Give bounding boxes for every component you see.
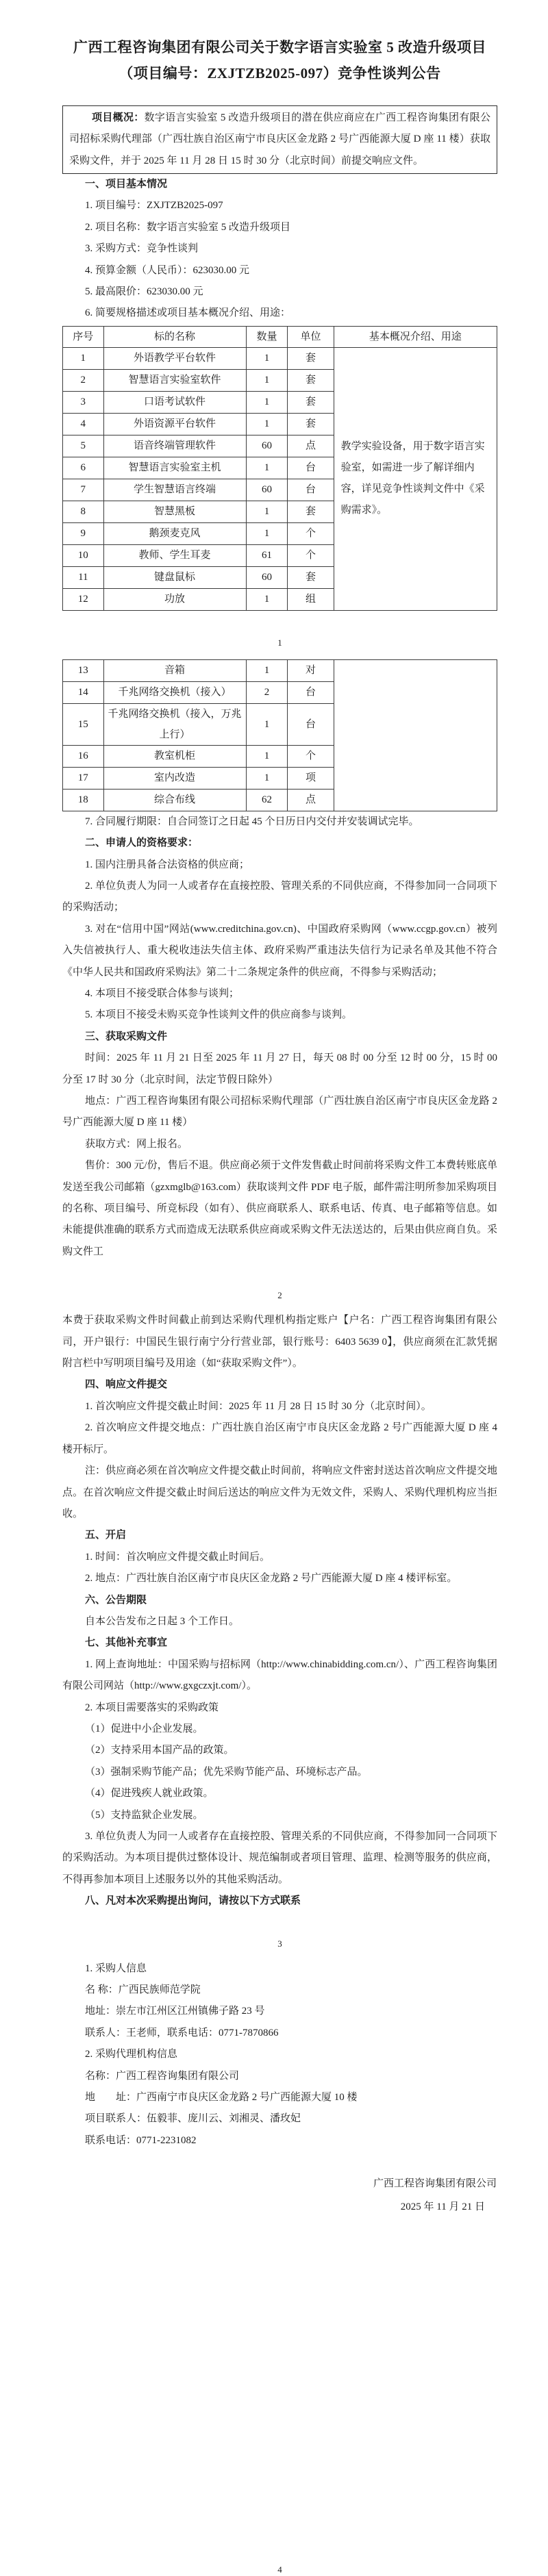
table-cell: 个: [288, 544, 334, 566]
paragraph: 2. 单位负责人为同一人或者存在直接控股、管理关系的不同供应商，不得参加同一合同项下的采购活动；: [62, 880, 497, 913]
section-heading: 一、项目基本情况: [85, 178, 168, 190]
page-number: 2: [277, 1290, 282, 1301]
table-cell: 5: [63, 435, 104, 457]
table-cell: 2: [246, 681, 288, 703]
table-cell: 智慧语言实验室主机: [103, 457, 246, 479]
table-cell: 套: [288, 413, 334, 435]
table-cell: 口语考试软件: [103, 391, 246, 413]
items-table: [62, 326, 497, 611]
paragraph: 注：供应商必须在首次响应文件提交截止时间前，将响应文件密封送达首次响应文件提交地点。在首次响应文件提交截止时间后送达的响应文件为无效文件，采购人、采购代理机构应当拒收。: [62, 1465, 497, 1519]
table-note-cell: [334, 659, 497, 811]
table-cell: 套: [288, 347, 334, 369]
table-cell: 1: [246, 391, 288, 413]
table-cell: 点: [288, 435, 334, 457]
table-cell: 教室机柜: [103, 745, 246, 767]
paragraph: 联系人：王老师，联系电话：0771-7870866: [85, 2027, 279, 2038]
table-cell: 项: [288, 767, 334, 789]
section-heading: 七、其他补充事宜: [85, 1637, 168, 1649]
paragraph: 获取方式：网上报名。: [85, 1138, 188, 1150]
paragraph: 2. 本项目需要落实的采购政策: [85, 1702, 219, 1713]
table-cell: 15: [63, 703, 104, 745]
table-cell: 10: [63, 544, 104, 566]
table-cell: 外语教学平台软件: [103, 347, 246, 369]
section-heading: 五、开启: [85, 1530, 127, 1541]
table-cell: 教师、学生耳麦: [103, 544, 246, 566]
paragraph: 地点：广西工程咨询集团有限公司招标采购代理部（广西壮族自治区南宁市良庆区金龙路 2 号广西能源大厦 D 座 11 楼）: [62, 1096, 497, 1128]
paragraph: 1. 项目编号：ZXJTZB2025-097: [85, 200, 223, 212]
table-cell: 1: [246, 522, 288, 544]
table-cell: 6: [63, 457, 104, 479]
page-content: [0, 34, 548, 2575]
signature-company: 广西工程咨询集团有限公司: [373, 2178, 497, 2190]
paragraph: 3. 单位负责人为同一人或者存在直接控股、管理关系的不同供应商，不得参加同一合同项下的采购活动。为本项目提供过整体设计、规范编制或者项目管理、监理、检测等服务的供应商，不得再参加本项目上述服务以外的其他采购活动。: [62, 1831, 497, 1885]
table-cell: 1: [246, 457, 288, 479]
paragraph: 1. 首次响应文件提交截止时间：2025 年 11 月 28 日 15 时 30 分（北京时间）。: [85, 1400, 432, 1412]
table-cell: 台: [288, 479, 334, 501]
table-cell: 鹅颈麦克风: [103, 522, 246, 544]
table-cell: 学生智慧语言终端: [103, 479, 246, 501]
table-row: [63, 659, 497, 681]
table-cell: 62: [246, 789, 288, 811]
table-cell: 60: [246, 479, 288, 501]
table-cell: 千兆网络交换机（接入）: [103, 681, 246, 703]
table-cell: 语音终端管理软件: [103, 435, 246, 457]
paragraph: 时间：2025 年 11 月 21 日至 2025 年 11 月 27 日，每天 08 时 00 分至 12 时 00 分，15 时 00 分至 17 时 30 分（北京时间，法定节假日除外）: [62, 1052, 497, 1085]
table-cell: 1: [246, 745, 288, 767]
paragraph: 4. 预算金额（人民币）：623030.00 元: [85, 264, 250, 276]
page-number: 1: [277, 637, 282, 648]
table-cell: 61: [246, 544, 288, 566]
paragraph: 联系电话：0771-2231082: [85, 2134, 197, 2146]
table-cell: 台: [288, 681, 334, 703]
page-number: 4: [277, 2564, 282, 2575]
table-cell: 综合布线: [103, 789, 246, 811]
paragraph: 自本公告发布之日起 3 个工作日。: [85, 1615, 240, 1627]
table-cell: 功放: [103, 588, 246, 610]
items-table-continued: [62, 659, 497, 811]
paragraph: 5. 本项目不接受未购买竞争性谈判文件的供应商参与谈判。: [85, 1009, 353, 1021]
paragraph: 地址：崇左市江州区江州镇佛子路 23 号: [85, 2006, 265, 2017]
signature-date: 2025 年 11 月 21 日: [400, 2201, 485, 2213]
table-cell: 7: [63, 479, 104, 501]
paragraph: 1. 网上查询地址：中国采购与招标网（http://www.chinabidding.com.cn/）、广西工程咨询集团有限公司网站（http://www.gxgczxjt.com/）。: [62, 1658, 497, 1692]
table-cell: 外语资源平台软件: [103, 413, 246, 435]
table-cell: 8: [63, 501, 104, 522]
table-header-cell: 单位: [288, 326, 334, 347]
section-heading: 二、申请人的资格要求：: [85, 837, 199, 849]
table-header-cell: 标的名称: [103, 326, 246, 347]
section-heading: 八、凡对本次采购提出询问，请按以下方式联系: [85, 1895, 301, 1907]
project-overview-box: [62, 105, 497, 174]
table-header-cell: 序号: [63, 326, 104, 347]
table-cell: 1: [63, 347, 104, 369]
paragraph: （2）支持采用本国产品的政策。: [85, 1745, 234, 1756]
table-cell: 1: [246, 501, 288, 522]
table-cell: 17: [63, 767, 104, 789]
paragraph: 2. 采购代理机构信息: [85, 2049, 178, 2060]
table-cell: 60: [246, 566, 288, 588]
paragraph: 项目联系人：伍毅菲、庞川云、刘湘灵、潘玫妃: [85, 2113, 301, 2125]
paragraph: 地 址：广西南宁市良庆区金龙路 2 号广西能源大厦 10 楼: [85, 2092, 358, 2104]
paragraph: 3. 采购方式：竞争性谈判: [85, 243, 199, 255]
table-cell: 点: [288, 789, 334, 811]
table-cell: 1: [246, 347, 288, 369]
table-cell: 1: [246, 413, 288, 435]
table-cell: 1: [246, 659, 288, 681]
table-cell: 套: [288, 501, 334, 522]
table-cell: 1: [246, 588, 288, 610]
section-heading: 四、响应文件提交: [85, 1379, 168, 1391]
table-cell: 套: [288, 391, 334, 413]
paragraph: （1）促进中小企业发展。: [85, 1723, 203, 1734]
paragraph: 4. 本项目不接受联合体参与谈判；: [85, 987, 240, 999]
paragraph: （4）促进残疾人就业政策。: [85, 1788, 214, 1800]
page-number: 3: [277, 1938, 282, 1949]
table-cell: 智慧语言实验室软件: [103, 369, 246, 391]
table-cell: 16: [63, 745, 104, 767]
table-cell: 千兆网络交换机（接入，万兆上行）: [103, 703, 246, 745]
table-header-row: [63, 326, 497, 347]
table-cell: 个: [288, 522, 334, 544]
table-cell: 14: [63, 681, 104, 703]
table-cell: 键盘鼠标: [103, 566, 246, 588]
paragraph: 名 称：广西民族师范学院: [85, 1984, 201, 1996]
paragraph: 7. 合同履行期限：自合同签订之日起 45 个日历日内交付并安装调试完毕。: [85, 816, 419, 827]
table-cell: 组: [288, 588, 334, 610]
table-row: [63, 347, 497, 369]
table-cell: 3: [63, 391, 104, 413]
table-cell: 9: [63, 522, 104, 544]
paragraph: 1. 国内注册具备合法资格的供应商；: [85, 859, 250, 870]
document-title-line-2: （项目编号：ZXJTZB2025-097）竞争性谈判公告: [119, 65, 441, 81]
table-cell: 4: [63, 413, 104, 435]
document-title-line-1: 广西工程咨询集团有限公司关于数字语言实验室 5 改造升级项目: [73, 39, 486, 55]
project-overview-lead: 项目概况：: [92, 112, 145, 123]
signature-block: [62, 2172, 497, 2219]
table-cell: 套: [288, 566, 334, 588]
document-title: [62, 34, 497, 86]
paragraph: 售价：300 元/份，售后不退。供应商必须于文件发售截止时间前将采购文件工本费转账底单发送至我公司邮箱（gzxmglb@163.com）获取谈判文件 PDF 电子版，邮件需注明所参加采购项目的名称、项目编号、所竞标段（如有）、供应商联系人、联系电话、传真、电子邮箱等信息。如未能提供准确的联系方式而造成无法联系供应商或采购文件无法送达的，后果由供应商自负。采购文件工: [62, 1160, 497, 1257]
table-cell: 11: [63, 566, 104, 588]
paragraph: 2. 地点：广西壮族自治区南宁市良庆区金龙路 2 号广西能源大厦 D 座 4 楼评标室。: [85, 1573, 458, 1584]
table-cell: 对: [288, 659, 334, 681]
paragraph: （5）支持监狱企业发展。: [85, 1809, 203, 1821]
paragraph: 6. 简要规格描述或项目基本概况介绍、用途：: [85, 307, 291, 319]
table-cell: 台: [288, 457, 334, 479]
project-overview-paragraph: [69, 108, 490, 172]
table-header-cell: 数量: [246, 326, 288, 347]
paragraph: （3）强制采购节能产品；优先采购节能产品、环境标志产品。: [85, 1766, 368, 1778]
document-body: [62, 174, 497, 2575]
table-cell: 12: [63, 588, 104, 610]
table-cell: 室内改造: [103, 767, 246, 789]
paragraph: 3. 对在“信用中国”网站(www.creditchina.gov.cn)、中国政府采购网（www.ccgp.gov.cn）被列入失信被执行人、重大税收违法失信主体、政府采购严重违法失信行为记录名单及其他不符合《中华人民共和国政府采购法》第二十二条规定条件的供应商，不得参与采购活动；: [62, 923, 497, 978]
paragraph: 2. 首次响应文件提交地点：广西壮族自治区南宁市良庆区金龙路 2 号广西能源大厦 D 座 4 楼开标厅。: [62, 1422, 497, 1455]
table-cell: 18: [63, 789, 104, 811]
table-cell: 1: [246, 703, 288, 745]
paragraph: 1. 时间：首次响应文件提交截止时间后。: [85, 1551, 271, 1563]
table-cell: 2: [63, 369, 104, 391]
paragraph: 名称：广西工程咨询集团有限公司: [85, 2070, 240, 2082]
section-heading: 六、公告期限: [85, 1594, 147, 1606]
paragraph: 1. 采购人信息: [85, 1962, 147, 1974]
table-cell: 13: [63, 659, 104, 681]
table-cell: 智慧黑板: [103, 501, 246, 522]
section-heading: 三、获取采购文件: [85, 1031, 168, 1042]
table-cell: 1: [246, 767, 288, 789]
table-cell: 个: [288, 745, 334, 767]
paragraph-continuation: 本费于获取采购文件时间截止前到达采购代理机构指定账户【户名：广西工程咨询集团有限公司，开户银行：中国民生银行南宁分行营业部，银行账号：6403 5639 0】，供应商须在汇款凭据附言栏中写明项目编号及用途（如“获取采购文件”）。: [62, 1315, 497, 1369]
paragraph: 2. 项目名称：数字语言实验室 5 改造升级项目: [85, 221, 291, 233]
table-header-cell: 基本概况介绍、用途: [334, 326, 497, 347]
table-note-cell: 教学实验设备，用于数字语言实验室，如需进一步了解详细内容，详见竞争性谈判文件中《采购需求》。: [334, 347, 497, 610]
table-cell: 台: [288, 703, 334, 745]
paragraph: 5. 最高限价：623030.00 元: [85, 286, 203, 297]
table-cell: 音箱: [103, 659, 246, 681]
table-cell: 套: [288, 369, 334, 391]
project-overview-text: 数字语言实验室 5 改造升级项目的潜在供应商应在广西工程咨询集团有限公司招标采购代理部（广西壮族自治区南宁市良庆区金龙路 2 号广西能源大厦 D 座 11 楼）获取采购文件，并于 2025 年 11 月 28 日 15 时 30 分（北京时间）前提交响应文件。: [69, 112, 490, 166]
table-cell: 1: [246, 369, 288, 391]
table-cell: 60: [246, 435, 288, 457]
